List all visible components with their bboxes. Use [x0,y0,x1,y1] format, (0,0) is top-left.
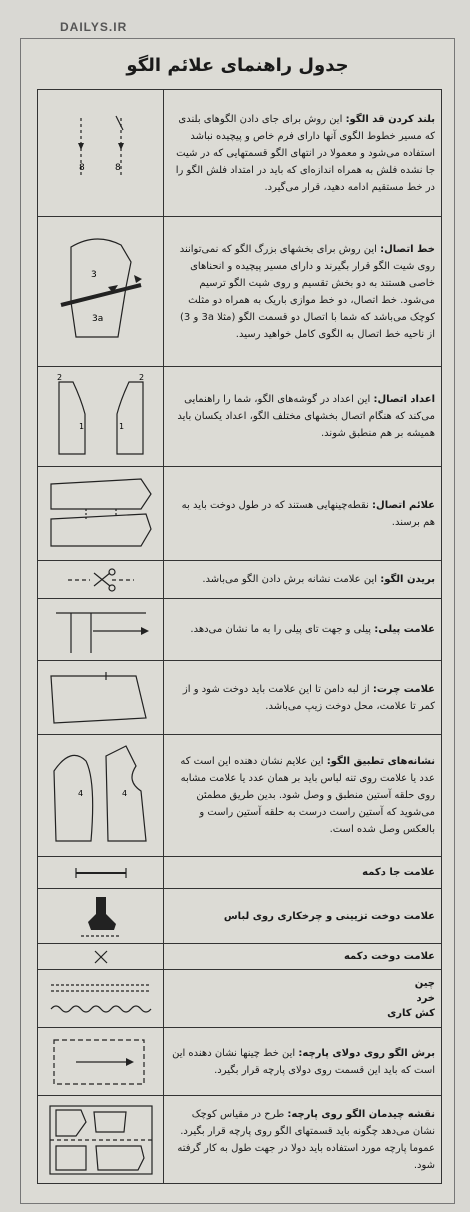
table-row [38,561,442,599]
row-term: علامت دوخت دکمه [164,944,442,970]
row-term: برش الگو روی دولای پارچه: [298,1047,435,1059]
sewing-foot-icon [38,889,164,944]
pattern-lengthen-icon [38,90,164,217]
row-desc: نقطه‌چینهایی هستند که در طول دوخت باید به هم برسند. [181,499,435,528]
row-desc: این علامت نشانه برش دادن الگو می‌باشد. [202,574,378,585]
page-title: جدول راهنمای علائم الگو [126,54,349,76]
symbols-table [37,89,442,1184]
svg-text:3a: 3a [91,313,103,324]
guide-frame [20,38,455,1204]
join-line-icon [38,217,164,367]
pleat-icon [38,599,164,661]
table-row [38,857,442,889]
watermark: DAILYS.IR [60,20,128,34]
row-desc: این خط چینها نشان دهنده این است که باید این قسمت روی دولای پارچه قرار بگیرد. [172,1047,435,1076]
notch-icon [38,661,164,735]
row-term: بلند کردن قد الگو: [345,113,435,125]
table-row [38,661,442,735]
table-row [38,889,442,944]
row-term: نقشه چیدمان الگو روی پارچه: [287,1108,435,1120]
row-term: خط اتصال: [380,243,435,255]
join-marks-icon [38,467,164,561]
row-term: علامت چرت: [372,683,435,695]
table-row [38,1028,442,1096]
row-term: نشانه‌های تطبیق الگو: [326,756,435,767]
table-row [38,735,442,857]
table-row [38,217,442,367]
row-term: علامت پیلی: [374,624,435,635]
svg-text:8: 8 [78,163,85,173]
row-desc: طرح در مقیاس کوچک نشان می‌دهد چگونه باید قسمتهای الگو روی پارچه قرار بگیرد. عموما پارچه مورد استفاده باید دولا در جهت طول به کار گرفته شود. [177,1108,435,1171]
svg-text:2: 2 [56,374,62,382]
svg-text:3: 3 [90,269,97,280]
gather-icon [38,970,164,1028]
fold-icon [38,1028,164,1096]
table-row [38,367,442,467]
svg-text:1: 1 [78,422,84,431]
join-numbers-icon [38,367,164,467]
row-term: چین خرد کش کاری [164,970,442,1028]
row-term: اعداد اتصال: [373,394,435,405]
match-marks-icon [38,735,164,857]
row-desc: از لبه دامن تا این علامت باید دوخت شود و از کمر تا علامت، محل دوخت زیپ می‌باشد. [182,683,435,712]
row-term: علامت دوخت تزیینی و چرخکاری روی لباس [164,889,442,944]
table-row [38,1096,442,1184]
row-desc: این روش برای بخشهای بزرگ الگو که نمی‌توانند روی شیت الگو قرار بگیرند و دارای مسیر پیچیده و انحناهای خاصی هستند به دو بخش تقسیم و روی شیت الگو ترسیم می‌شود. خط اتصال، دو خط موازی باریک به همراه دو مثلث کوچک می‌باشد که شما با اتصال دو قسمت الگو (مثلا 3a و 3) از ناحیه خط اتصال به الگوی کامل خواهید رسید. [179,243,435,340]
row-desc: این علایم نشان دهنده این است که عدد یا علامت روی تنه لباس باید بر همان عدد یا علامت مشابه روی حلقه آستین منطبق و وصل شود. بدین طریق مطمئن می‌شوید که آستین راست درست به حلقه آستین راست و بالعکس وصل شده است. [180,756,435,835]
row-desc: پیلی و جهت تای پیلی را به ما نشان می‌دهد. [190,624,372,635]
svg-text:8: 8 [114,163,121,173]
svg-text:4: 4 [77,788,83,798]
row-term: علائم اتصال: [372,499,435,511]
row-desc: این اعداد در گوشه‌های الگو، شما را راهنمایی می‌کند که هنگام اتصال بخشهای مختلف الگو، اعداد یکسان باید همیشه بر هم منطبق شوند. [177,394,435,439]
svg-text:2: 2 [138,374,144,382]
layout-icon [38,1096,164,1184]
table-row [38,944,442,970]
svg-text:4: 4 [121,788,127,798]
svg-text:1: 1 [118,422,124,431]
row-term: بریدن الگو: [380,574,435,585]
scissors-icon [38,561,164,599]
table-row [38,467,442,561]
row-desc: این روش برای جای دادن الگوهای بلندی که مسیر خطوط الگوی آنها دارای فرم خاص و پیچیده نباشد استفاده می‌شود و معمولا در انتهای الگو قسمتهایی که در شیت جا نشده فلش به همراه اندازه‌ای که باید در امتداد فلش الگو را در خط مستقیم ادامه دهید، قرار می‌گیرد. [175,113,435,193]
table-row [38,90,442,217]
table-row [38,599,442,661]
table-row [38,970,442,1028]
row-term: علامت جا دکمه [164,857,442,889]
button-stitch-icon [38,944,164,970]
buttonhole-icon [38,857,164,889]
